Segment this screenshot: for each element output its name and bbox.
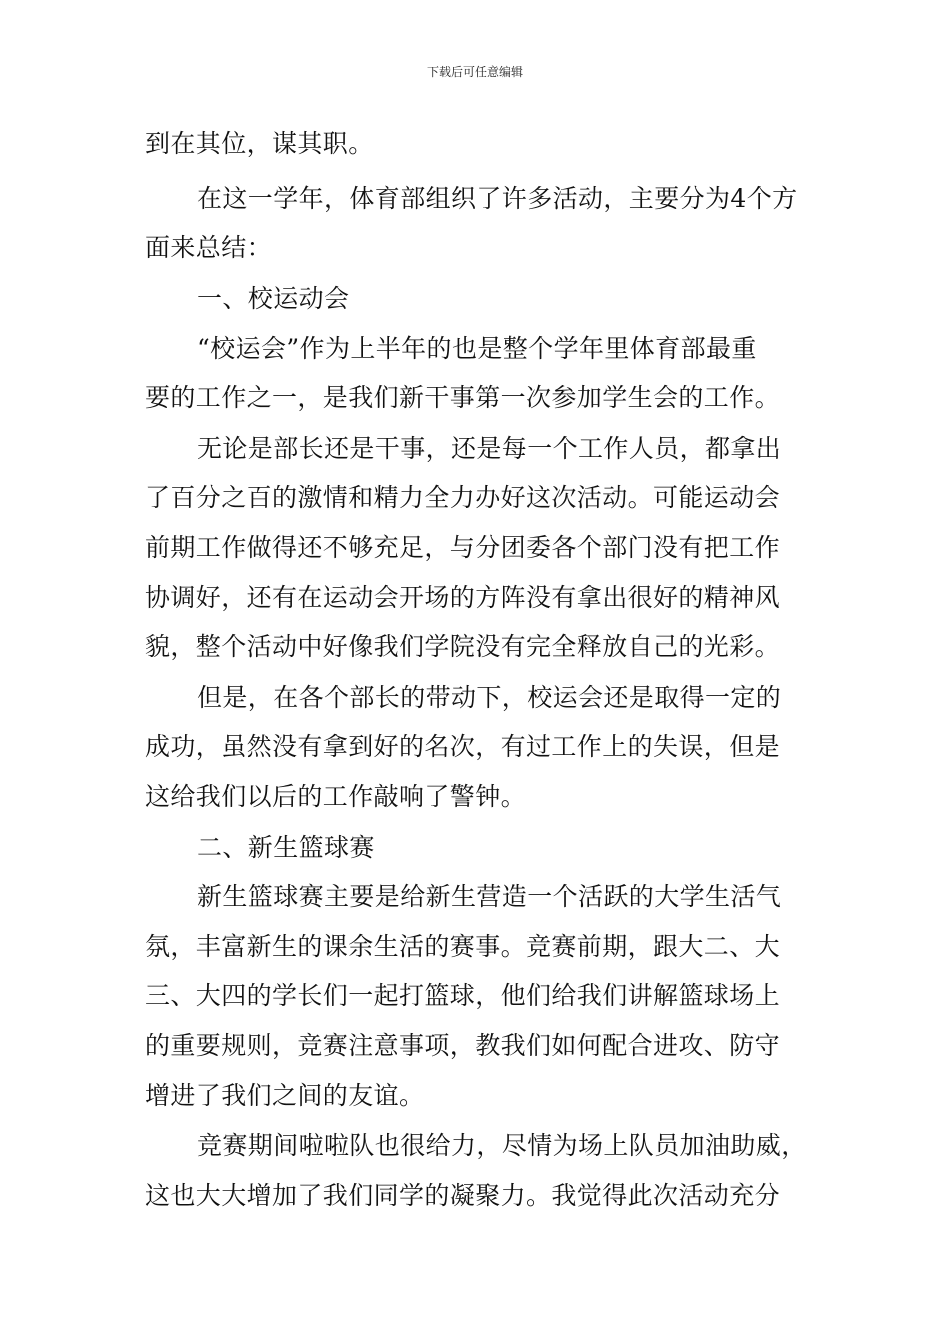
page-header: 下载后可任意编辑 — [426, 65, 523, 79]
text-line: 了百分之百的激情和精力全力办好这次活动。可能运动会 — [145, 483, 781, 512]
text-line: 这也大大增加了我们同学的凝聚力。我觉得此次活动充分 — [145, 1181, 781, 1210]
paragraph-line: “校运会”作为上半年的也是整个学年里体育部最重 — [197, 334, 757, 363]
paragraph-line: 新生篮球赛主要是给新生营造一个活跃的大学生活气 — [197, 882, 782, 911]
text-line: 的重要规则，竞赛注意事项，教我们如何配合进攻、防守 — [145, 1031, 781, 1060]
text-line: 成功，虽然没有拿到好的名次，有过工作上的失误，但是 — [145, 732, 781, 761]
text-line: 前期工作做得还不够充足，与分团委各个部门没有把工作 — [145, 533, 781, 562]
text-line: 到在其位，谋其职。 — [145, 129, 374, 158]
paragraph-line: 在这一学年，体育部组织了许多活动，主要分为4个方 — [197, 184, 798, 213]
paragraph-line: 无论是部长还是干事，还是每一个工作人员，都拿出 — [197, 434, 782, 463]
text-line: 三、大四的学长们一起打篮球，他们给我们讲解篮球场上 — [145, 981, 781, 1010]
text-line: 增进了我们之间的友谊。 — [145, 1081, 425, 1110]
text-line: 氛，丰富新生的课余生活的赛事。竞赛前期，跟大二、大 — [145, 932, 781, 961]
section-heading: 二、新生篮球赛 — [197, 833, 375, 862]
text-line: 这给我们以后的工作敲响了警钟。 — [145, 782, 527, 811]
text-line: 协调好，还有在运动会开场的方阵没有拿出很好的精神风 — [145, 583, 781, 612]
section-heading: 一、校运动会 — [197, 284, 350, 313]
text-line: 面来总结： — [145, 233, 273, 262]
text-line: 要的工作之一，是我们新干事第一次参加学生会的工作。 — [145, 383, 781, 412]
paragraph-line: 但是，在各个部长的带动下，校运会还是取得一定的 — [197, 683, 782, 712]
text-line: 貌，整个活动中好像我们学院没有完全释放自己的光彩。 — [145, 632, 781, 661]
paragraph-line: 竞赛期间啦啦队也很给力，尽情为场上队员加油助威， — [197, 1131, 807, 1160]
